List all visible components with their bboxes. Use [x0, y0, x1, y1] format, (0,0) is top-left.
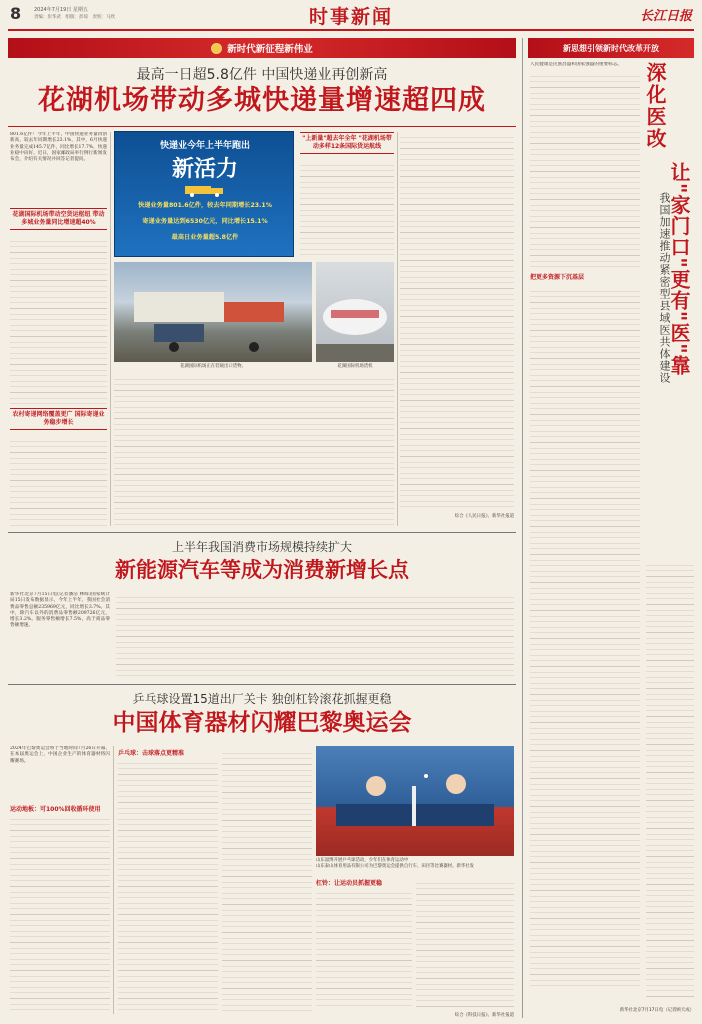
lead-subhead-1 [10, 208, 107, 230]
sidebar-heading-a: 深化医改 [643, 62, 667, 150]
infobox [114, 131, 294, 257]
page-header [0, 0, 702, 32]
editor-credits: 责编：彭华武 组版：彭琼 责校：马欣 [34, 15, 115, 20]
infobox-headline: 新活力 [171, 157, 238, 182]
article3-intro-text: 2024年巴黎奥运会将于当地时间7月26日开幕，在本届奥运会上，中国企业生产的体育器材将闪耀赛场。 [10, 746, 110, 764]
banner-right [528, 38, 694, 58]
article2-lead-text: 新华社北京7月15日电(记者潘洁 林晖)国家统计局15日发布数据显示，今年上半年，我国社会消费品零售总额235969亿元，同比增长3.7%。其中，除汽车以外的消费品零售额209726亿元，增长3.2%。服务零售额增长7.5%，高于商品零售额增速。 [10, 592, 110, 629]
lead-source: 综合《人民日报》、新华社报道 [454, 514, 514, 519]
photo-cargo-plane [316, 262, 394, 362]
lead-subhead-3 [300, 132, 394, 154]
lead-subhead-2-text: 农村寄递网络覆盖更广 国际寄递业务稳步增长 [12, 411, 105, 426]
banner-right-text: 新思想引领新时代改革开放 [563, 43, 659, 53]
photo-table-tennis [316, 746, 514, 856]
header-rule [8, 29, 694, 31]
lead-subhead-2 [10, 408, 107, 430]
sidebar-body-col2 [646, 560, 694, 1000]
infobox-truck-icon [183, 182, 227, 194]
issue-date: 2024年7月19日 星期五 [34, 7, 88, 13]
lead-body-col4 [400, 132, 514, 512]
sidebar-body-col1 [530, 62, 640, 1012]
article3-col3 [222, 748, 312, 1014]
sidebar-heading-b: 让"家门口"更有"医"靠 [667, 162, 691, 376]
lead-body-col1b [10, 236, 107, 406]
lead-title: 花湖机场带动多城快递量增速超四成 [38, 85, 486, 116]
article3-intro [10, 746, 110, 802]
lead-body-col1 [10, 132, 107, 206]
infobox-line3: 最高日业务量超5.8亿件 [171, 234, 239, 241]
lead-body-text: 801.6亿件！今年上半年，中国快递业务量再创新高，较去年同期增长23.1%，其中，6月快递业务量完成145.7亿件，同比增长17.7%，快递业稳中向好。近日，国家邮政局举行例行新闻发布会，介绍有关情况并回答记者提问。 [10, 132, 107, 163]
lead-body-col3 [300, 160, 394, 258]
banner-left [8, 38, 516, 58]
article3-col1 [10, 814, 110, 1014]
party-emblem-icon [211, 43, 222, 54]
article3-title: 中国体育器材闪耀巴黎奥运会 [112, 710, 412, 736]
infobox-line1: 快递业务量801.6亿件，较去年同期增长23.1% [138, 202, 272, 209]
sidebar-intro: 人民健康是民族昌盛和国家强盛的重要标志。 [530, 62, 622, 67]
article2-title: 新能源汽车等成为消费新增长点 [115, 558, 409, 582]
article3-subhead-2: 乒乓球：击球落点更精准 [118, 750, 185, 757]
photo-table-tennis-caption [316, 858, 514, 870]
article3-col2 [118, 758, 218, 1014]
infobox-line2: 寄递业务量达到6530亿元，同比增长15.1% [142, 218, 268, 225]
article3-source: 综合《科技日报》、新华社报道 [454, 1013, 514, 1018]
article3-subhead-1: 运动地板：可100%回收循环使用 [10, 806, 101, 813]
lead-body-under-photo [114, 374, 394, 526]
page-number: 8 [10, 4, 22, 23]
photo-plane-caption: 花湖国际机场货机 [337, 364, 373, 369]
banner-left-text: 新时代新征程新伟业 [227, 44, 313, 55]
sidebar-subhead: 把更多资源下沉基层 [530, 274, 585, 282]
photo-cargo-caption: 花湖国际机场正在装载出口货物。 [180, 364, 246, 369]
article2-kicker: 上半年我国消费市场规模持续扩大 [171, 540, 352, 554]
photo-cargo-loading [114, 262, 312, 362]
article2-cols [116, 592, 514, 676]
article3-kicker: 乒乓球设置15道出厂关卡 独创杠铃滚花抓握更稳 [132, 692, 392, 706]
lead-body-col1c [10, 436, 107, 526]
photo-caption-line2: 山东泰山体育用品有限公司为巴黎奥运会提供自行车、田径等比赛器材。新华社发 [316, 864, 475, 869]
sidebar-subtitle: 我国加速推动紧密型县域医共体建设 [658, 192, 671, 384]
article3-col5 [416, 878, 514, 1010]
lead-kicker: 最高一日超5.8亿件 中国快递业再创新高 [136, 67, 388, 83]
masthead-logo: 长江日报 [639, 9, 692, 24]
lead-subhead-3-text: "上新量"超去年全年 "花湖机场带动多样12条国际货运航线 [302, 135, 392, 150]
lead-subhead-1-text: 花湖国际机场带动空货运枢纽 带动多城业务量同比增速超40% [12, 211, 105, 226]
article3-subhead-3: 杠铃：让运动员抓握更稳 [316, 880, 383, 887]
infobox-title: 快递业今年上半年跑出 [159, 141, 250, 151]
article3-col4 [316, 888, 412, 1010]
sidebar-source: 新华社北京7月17日电（记者顾天成） [619, 1008, 694, 1013]
photo-caption-line1: 山东淄博开展乒乓球活动，少年们在体育运动中 [316, 858, 409, 863]
section-title: 时事新闻 [308, 6, 393, 28]
article2-lead [10, 592, 110, 676]
